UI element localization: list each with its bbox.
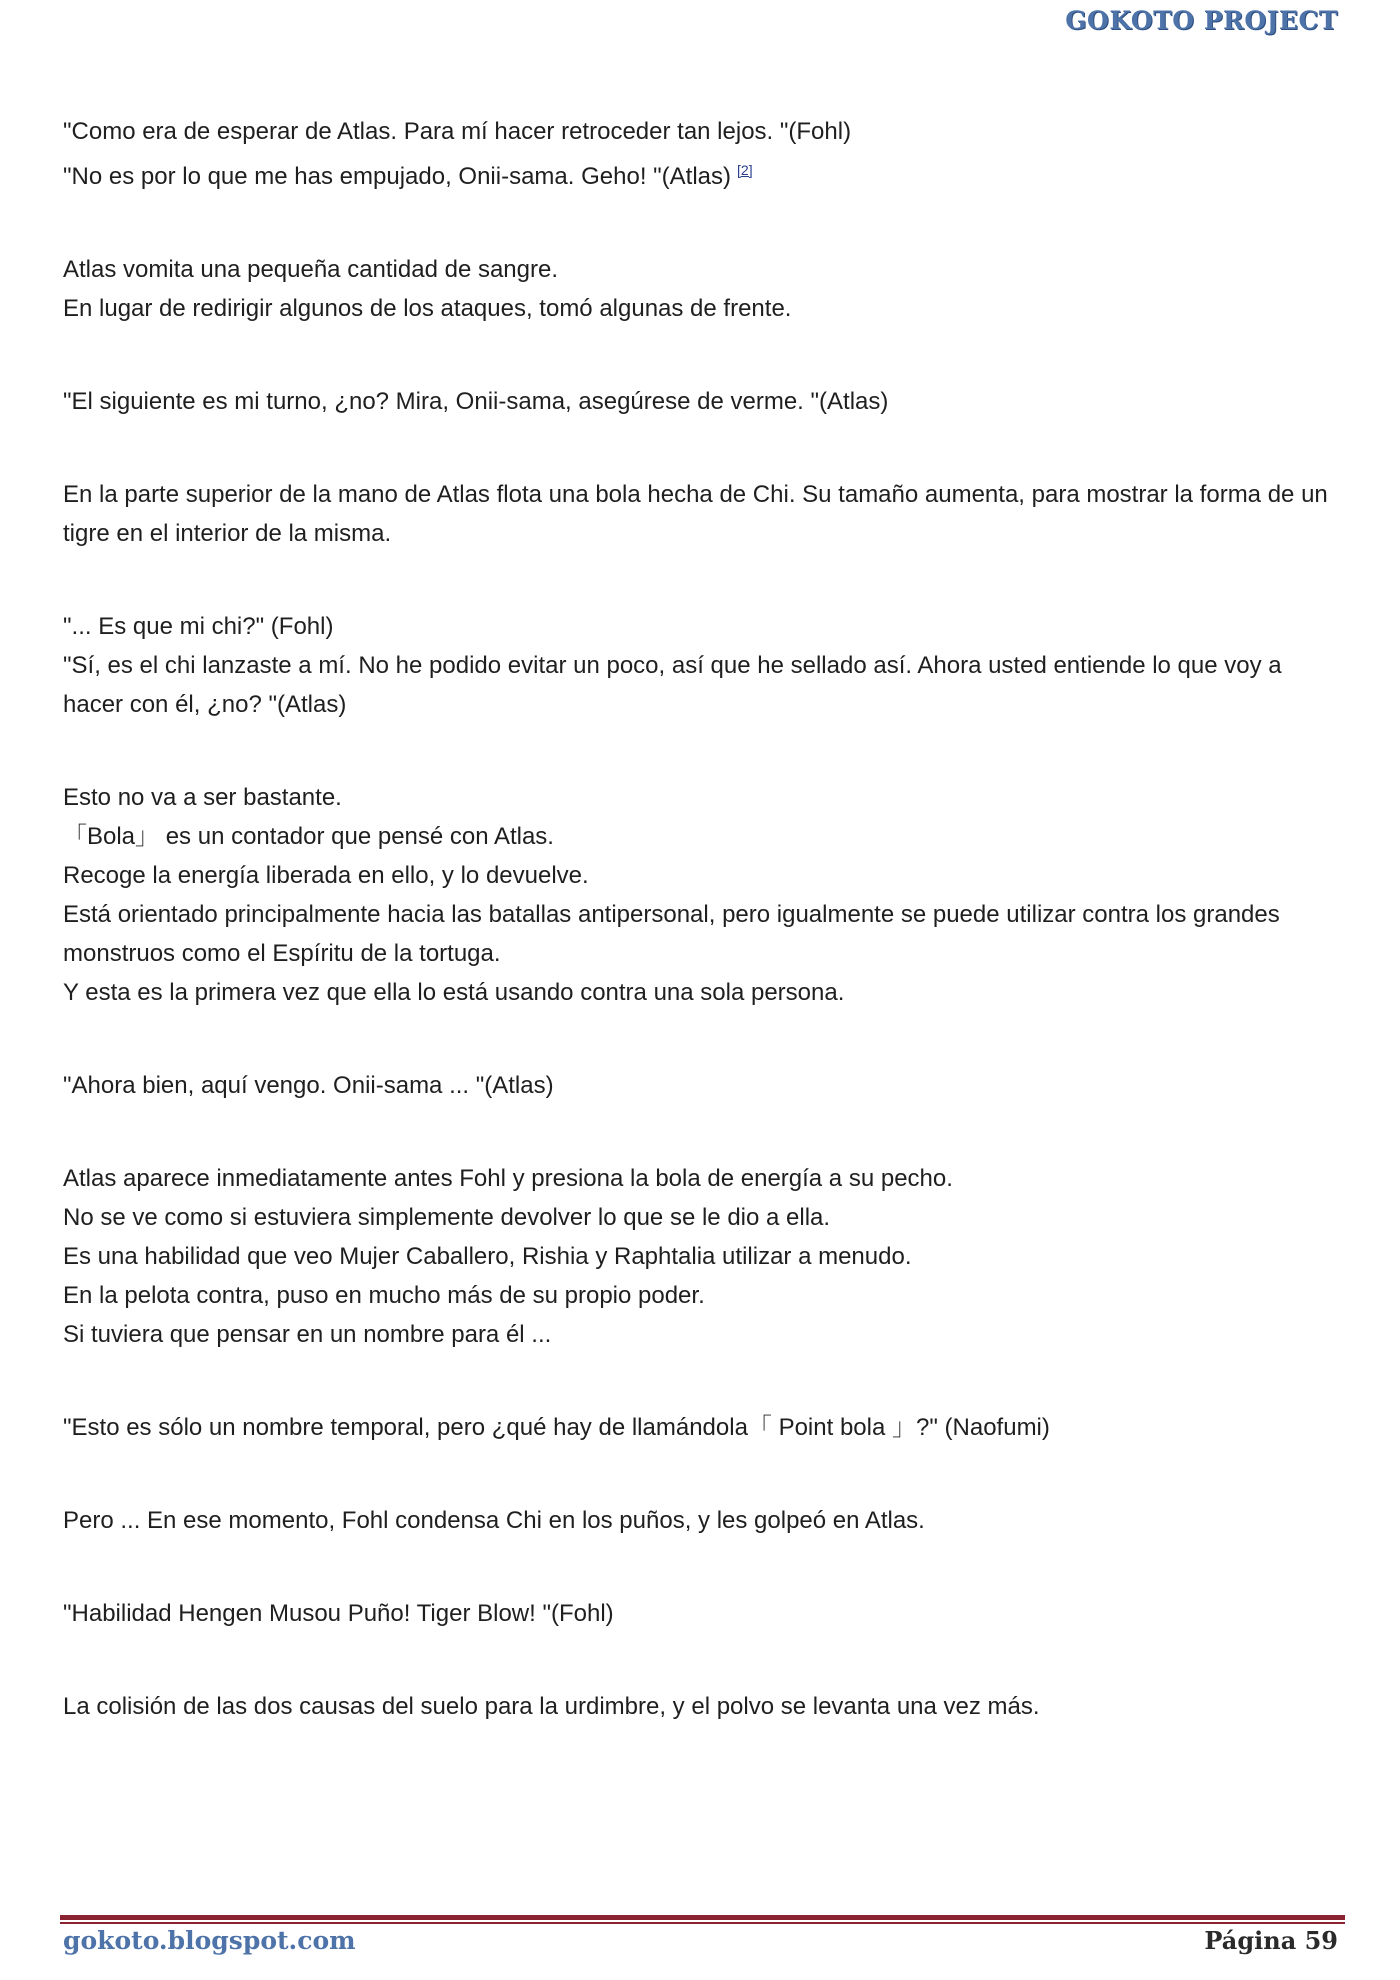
paragraph: En la parte superior de la mano de Atlas flota una bola hecha de Chi. Su tamaño aumenta, para mostrar la forma de un tigre en el interior de la misma.: [63, 481, 1328, 547]
paragraph: "Esto es sólo un nombre temporal, pero ¿qué hay de llamándola「 Point bola 」?" (Naofumi): [63, 1414, 1050, 1441]
footer-rule: [60, 1915, 1345, 1920]
paragraph: "El siguiente es mi turno, ¿no? Mira, Onii-sama, asegúrese de verme. "(Atlas): [63, 388, 889, 415]
document-body: [63, 112, 1346, 1726]
paragraph: 「Bola」 es un contador que pensé con Atlas.: [63, 823, 554, 850]
paragraph: "... Es que mi chi?" (Fohl): [63, 613, 334, 640]
footnote-link[interactable]: [2]: [737, 162, 753, 178]
footer-rule-thin: [60, 1922, 1345, 1924]
paragraph: "Como era de esperar de Atlas. Para mí hacer retroceder tan lejos. "(Fohl): [63, 118, 852, 145]
paragraph: "Ahora bien, aquí vengo. Onii-sama ... "(Atlas): [63, 1072, 554, 1099]
header-brand: GOKOTO PROJECT: [1065, 6, 1338, 35]
paragraph: Es una habilidad que veo Mujer Caballero, Rishia y Raphtalia utilizar a menudo.: [63, 1243, 912, 1270]
paragraph: Está orientado principalmente hacia las batallas antipersonal, pero igualmente se puede utilizar contra los grandes monstruos como el Espíritu de la tortuga.: [63, 901, 1280, 967]
paragraph: La colisión de las dos causas del suelo para la urdimbre, y el polvo se levanta una vez más.: [63, 1693, 1040, 1720]
paragraph: Atlas vomita una pequeña cantidad de sangre.: [63, 256, 559, 283]
paragraph: Esto no va a ser bastante.: [63, 784, 342, 811]
paragraph: "Sí, es el chi lanzaste a mí. No he podido evitar un poco, así que he sellado así. Ahora usted entiende lo que voy a hacer con él, ¿no? "(Atlas): [63, 652, 1282, 718]
paragraph: No se ve como si estuviera simplemente devolver lo que se le dio a ella.: [63, 1204, 831, 1231]
page-number: Página 59: [1204, 1926, 1338, 1955]
paragraph: Si tuviera que pensar en un nombre para él ...: [63, 1321, 552, 1348]
paragraph: Atlas aparece inmediatamente antes Fohl y presiona la bola de energía a su pecho.: [63, 1165, 953, 1192]
paragraph: [63, 151, 1346, 196]
paragraph: Pero ... En ese momento, Fohl condensa Chi en los puños, y les golpeó en Atlas.: [63, 1507, 925, 1534]
footer-site-link[interactable]: gokoto.blogspot.com: [63, 1926, 356, 1955]
paragraph: En la pelota contra, puso en mucho más de su propio poder.: [63, 1282, 705, 1309]
paragraph: Y esta es la primera vez que ella lo está usando contra una sola persona.: [63, 979, 845, 1006]
paragraph: Recoge la energía liberada en ello, y lo devuelve.: [63, 862, 589, 889]
paragraph: En lugar de redirigir algunos de los ataques, tomó algunas de frente.: [63, 295, 792, 322]
paragraph: "Habilidad Hengen Musou Puño! Tiger Blow! "(Fohl): [63, 1600, 614, 1627]
paragraph-text: "No es por lo que me has empujado, Onii-sama. Geho! "(Atlas): [63, 163, 732, 190]
